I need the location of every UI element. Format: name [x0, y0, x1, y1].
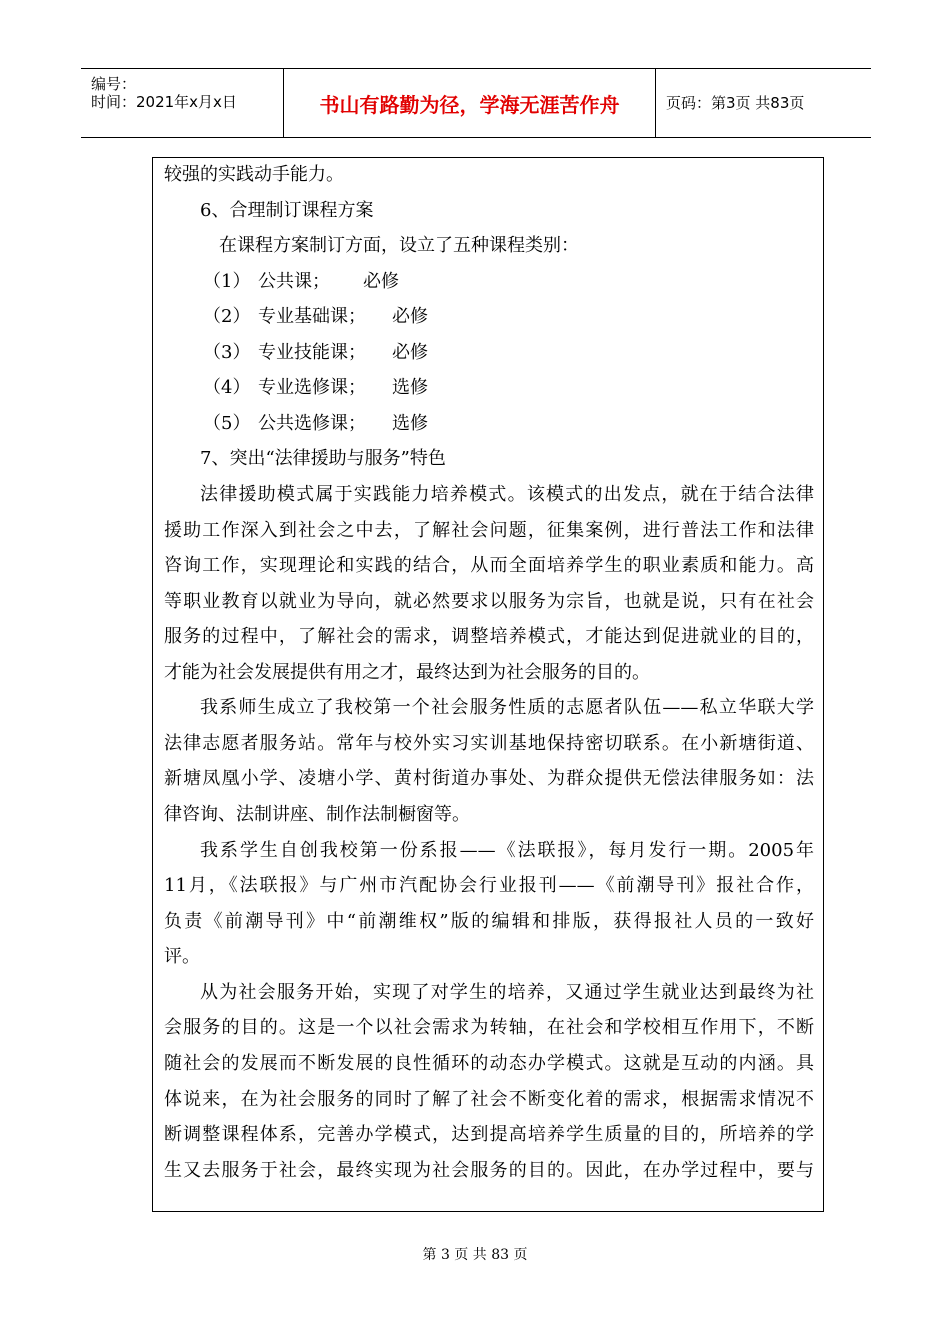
- content-box: [152, 157, 824, 1212]
- category-number: （5）: [203, 413, 251, 434]
- category-number: （2）: [203, 306, 251, 327]
- page-footer: 第 3 页 共 83 页: [422, 1247, 528, 1263]
- paragraph-line: 服务的过程中，了解社会的需求，调整培养模式，才能达到促进就业的目的，: [164, 626, 814, 647]
- paragraph-line: 体说来，在为社会服务的同时了解了社会不断变化着的需求，根据需求情况不: [164, 1089, 814, 1110]
- category-number: （1）: [203, 271, 251, 292]
- paragraph-line: 评。: [164, 946, 200, 967]
- paragraph-line: 才能为社会发展提供有用之才，最终达到为社会服务的目的。: [164, 662, 650, 683]
- course-category-item: [203, 342, 603, 364]
- category-requirement: 选修: [392, 377, 428, 398]
- section-heading-7: 7、突出“法律援助与服务”特色: [200, 448, 446, 469]
- page-header-table: [81, 68, 871, 138]
- paragraph-line: 生又去服务于社会，最终实现为社会服务的目的。因此，在办学过程中，要与: [164, 1160, 814, 1181]
- document-number-label: 编号：: [91, 75, 137, 93]
- paragraph-line: 11月，《法联报》与广州市汽配协会行业报刊——《前潮导刊》报社合作，: [164, 875, 814, 896]
- text-line: 较强的实践动手能力。: [164, 164, 344, 185]
- document-date: 时间：2021年x月x日: [91, 93, 237, 111]
- category-name: 专业基础课；: [258, 306, 366, 327]
- category-requirement: 选修: [392, 413, 428, 434]
- paragraph-line: 我系师生成立了我校第一个社会服务性质的志愿者队伍——私立华联大学: [200, 697, 814, 718]
- course-category-item: [203, 306, 603, 328]
- category-requirement: 必修: [392, 306, 428, 327]
- course-category-item: [203, 413, 603, 435]
- course-category-item: [203, 377, 603, 399]
- category-name: 公共选修课；: [258, 413, 366, 434]
- category-number: （4）: [203, 377, 251, 398]
- paragraph-line: 随社会的发展而不断发展的良性循环的动态办学模式。这就是互动的内涵。具: [164, 1053, 814, 1074]
- paragraph-line: 咨询工作，实现理论和实践的结合，从而全面培养学生的职业素质和能力。高: [164, 555, 814, 576]
- category-requirement: 必修: [392, 342, 428, 363]
- header-left-cell: [81, 69, 284, 137]
- paragraph-line: 负责《前潮导刊》中“前潮维权”版的编辑和排版，获得报社人员的一致好: [164, 911, 814, 932]
- text-line: 在课程方案制订方面，设立了五种课程类别：: [219, 235, 579, 256]
- course-category-item: [203, 271, 603, 293]
- paragraph-line: 法律援助模式属于实践能力培养模式。该模式的出发点，就在于结合法律: [200, 484, 814, 505]
- paragraph-line: 会服务的目的。这是一个以社会需求为转轴，在社会和学校相互作用下，不断: [164, 1017, 814, 1038]
- category-number: （3）: [203, 342, 251, 363]
- paragraph-line: 律咨询、法制讲座、制作法制橱窗等。: [164, 804, 470, 825]
- category-name: 公共课；: [258, 271, 330, 292]
- paragraph-line: 断调整课程体系，完善办学模式，达到提高培养学生质量的目的，所培养的学: [164, 1124, 814, 1145]
- category-name: 专业技能课；: [258, 342, 366, 363]
- paragraph-line: 援助工作深入到社会之中去，了解社会问题，征集案例，进行普法工作和法律: [164, 520, 814, 541]
- paragraph-line: 等职业教育以就业为导向，就必然要求以服务为宗旨，也就是说，只有在社会: [164, 591, 814, 612]
- header-motto: 书山有路勤为径，学海无涯苦作舟: [319, 93, 620, 117]
- header-right-cell: [656, 69, 871, 137]
- paragraph-line: 从为社会服务开始，实现了对学生的培养，又通过学生就业达到最终为社: [200, 982, 814, 1003]
- paragraph-line: 新塘凤凰小学、凌塘小学、黄村街道办事处、为群众提供无偿法律服务如：法: [164, 768, 814, 789]
- section-heading-6: 6、合理制订课程方案: [200, 200, 374, 221]
- header-page-info: 页码：第3页 共83页: [666, 94, 805, 112]
- header-middle-cell: [284, 69, 656, 137]
- category-requirement: 必修: [363, 271, 399, 292]
- paragraph-line: 我系学生自创我校第一份系报——《法联报》，每月发行一期。2005年: [200, 840, 814, 861]
- category-name: 专业选修课；: [258, 377, 366, 398]
- paragraph-line: 法律志愿者服务站。常年与校外实习实训基地保持密切联系。在小新塘街道、: [164, 733, 814, 754]
